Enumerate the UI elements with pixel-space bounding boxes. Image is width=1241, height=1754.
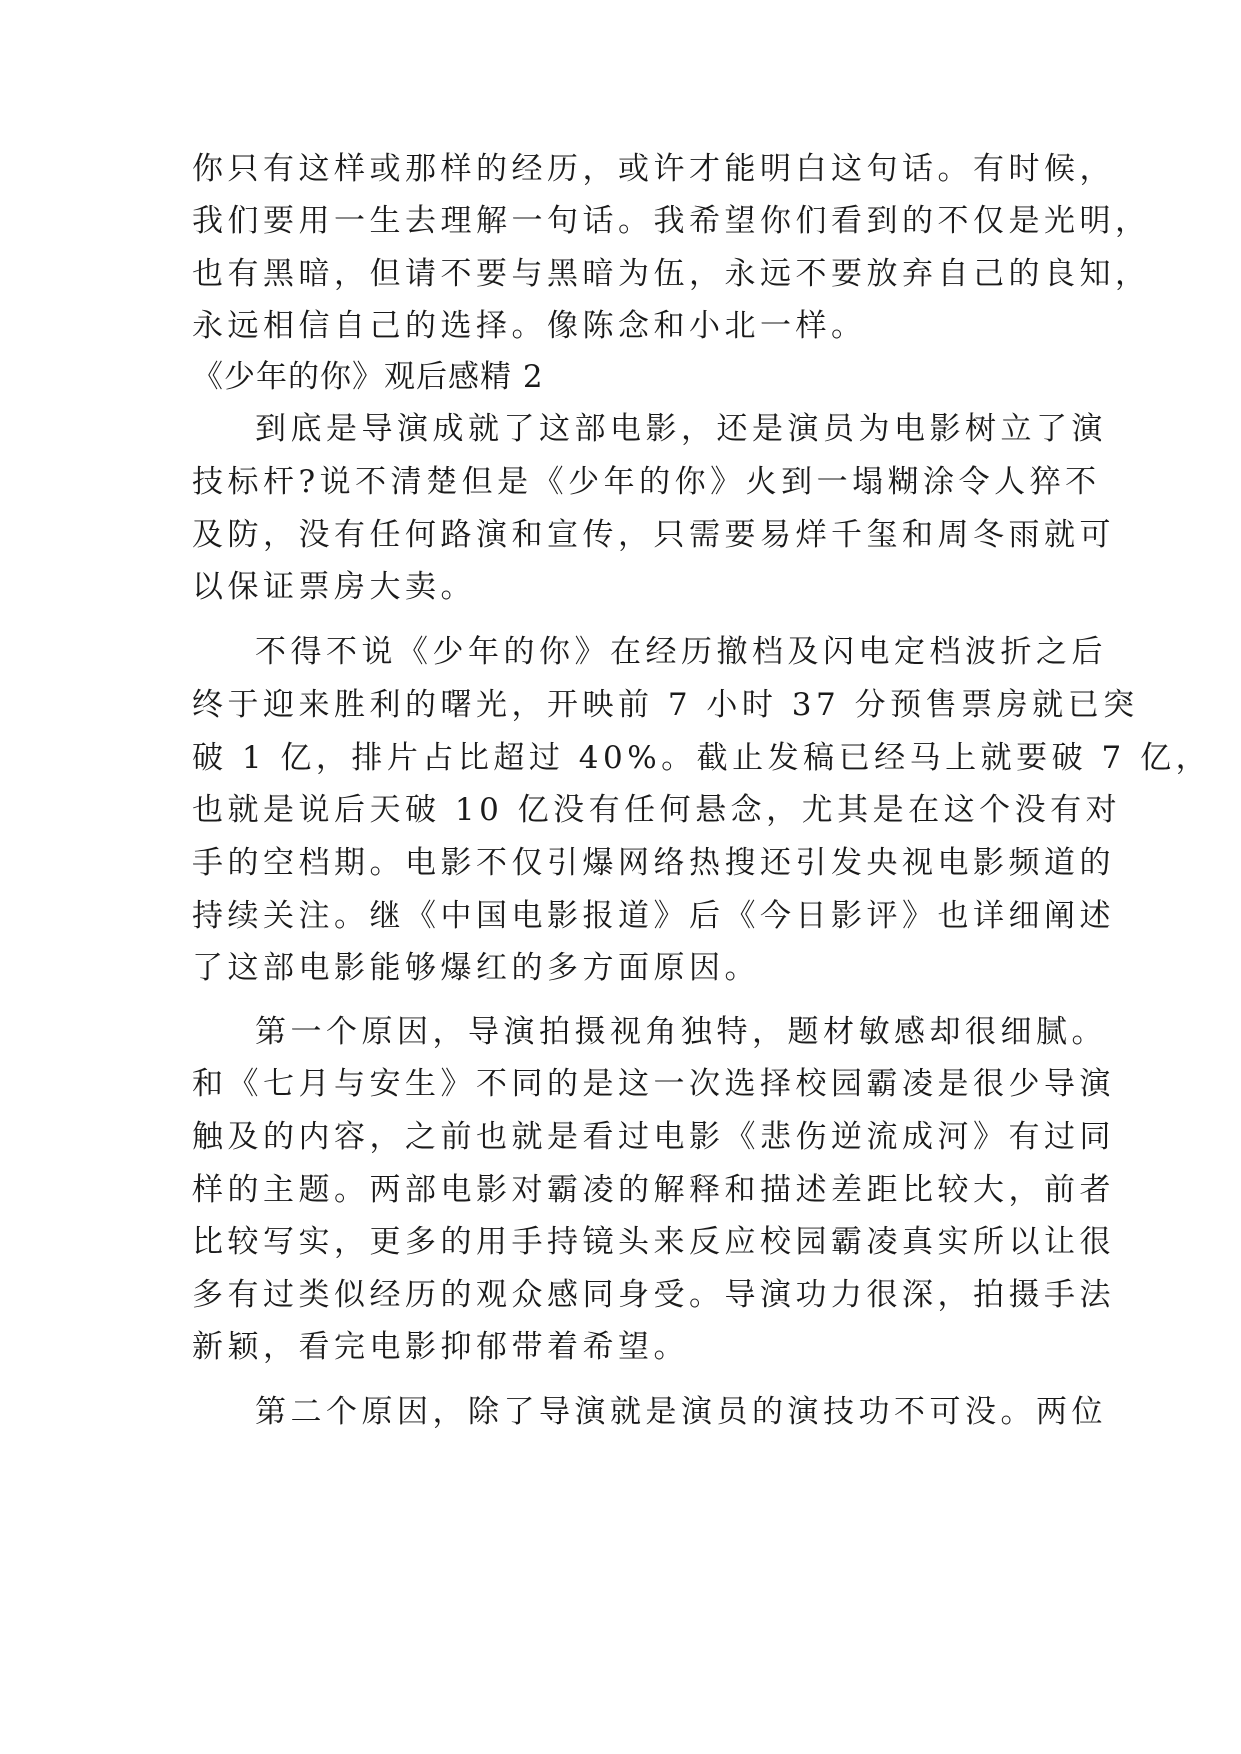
text-line: 及防，没有任何路演和宣传，只需要易烊千玺和周冬雨就可 xyxy=(192,517,1115,553)
text-line: 比较写实，更多的用手持镜头来反应校园霸凌真实所以让很 xyxy=(192,1224,1115,1260)
text-line: 和《七月与安生》不同的是这一次选择校园霸凌是很少导演 xyxy=(192,1066,1115,1102)
text-line: 样的主题。两部电影对霸凌的解释和描述差距比较大，前者 xyxy=(192,1172,1115,1208)
text-line: 也有黑暗，但请不要与黑暗为伍，永远不要放弃自己的良知， xyxy=(192,256,1151,292)
text-line: 也就是说后天破 10 亿没有任何悬念，尤其是在这个没有对 xyxy=(192,792,1122,828)
text-line: 破 1 亿，排片占比超过 40%。截止发稿已经马上就要破 7 亿， xyxy=(192,740,1212,776)
text-line: 永远相信自己的选择。像陈念和小北一样。 xyxy=(192,308,867,344)
text-line: 第二个原因，除了导演就是演员的演技功不可没。两位 xyxy=(255,1394,1107,1430)
text-line: 你只有这样或那样的经历，或许才能明白这句话。有时候， xyxy=(192,151,1115,187)
section-heading: 《少年的你》观后感精 2 xyxy=(192,359,544,395)
text-line: 技标杆?说不清楚但是《少年的你》火到一塌糊涂令人猝不 xyxy=(192,464,1101,500)
text-line: 到底是导演成就了这部电影，还是演员为电影树立了演 xyxy=(255,411,1107,447)
text-line: 多有过类似经历的观众感同身受。导演功力很深，拍摄手法 xyxy=(192,1277,1115,1313)
text-line: 了这部电影能够爆红的多方面原因。 xyxy=(192,950,760,986)
text-line: 不得不说《少年的你》在经历撤档及闪电定档波折之后 xyxy=(255,634,1107,670)
text-line: 我们要用一生去理解一句话。我希望你们看到的不仅是光明， xyxy=(192,203,1151,239)
text-line: 持续关注。继《中国电影报道》后《今日影评》也详细阐述 xyxy=(192,898,1115,934)
text-line: 手的空档期。电影不仅引爆网络热搜还引发央视电影频道的 xyxy=(192,845,1115,881)
text-line: 触及的内容，之前也就是看过电影《悲伤逆流成河》有过同 xyxy=(192,1119,1115,1155)
text-line: 第一个原因，导演拍摄视角独特，题材敏感却很细腻。 xyxy=(255,1014,1107,1050)
text-line: 终于迎来胜利的曙光，开映前 7 小时 37 分预售票房就已突 xyxy=(192,687,1139,723)
text-line: 新颖，看完电影抑郁带着希望。 xyxy=(192,1329,689,1365)
text-line: 以保证票房大卖。 xyxy=(192,569,476,605)
